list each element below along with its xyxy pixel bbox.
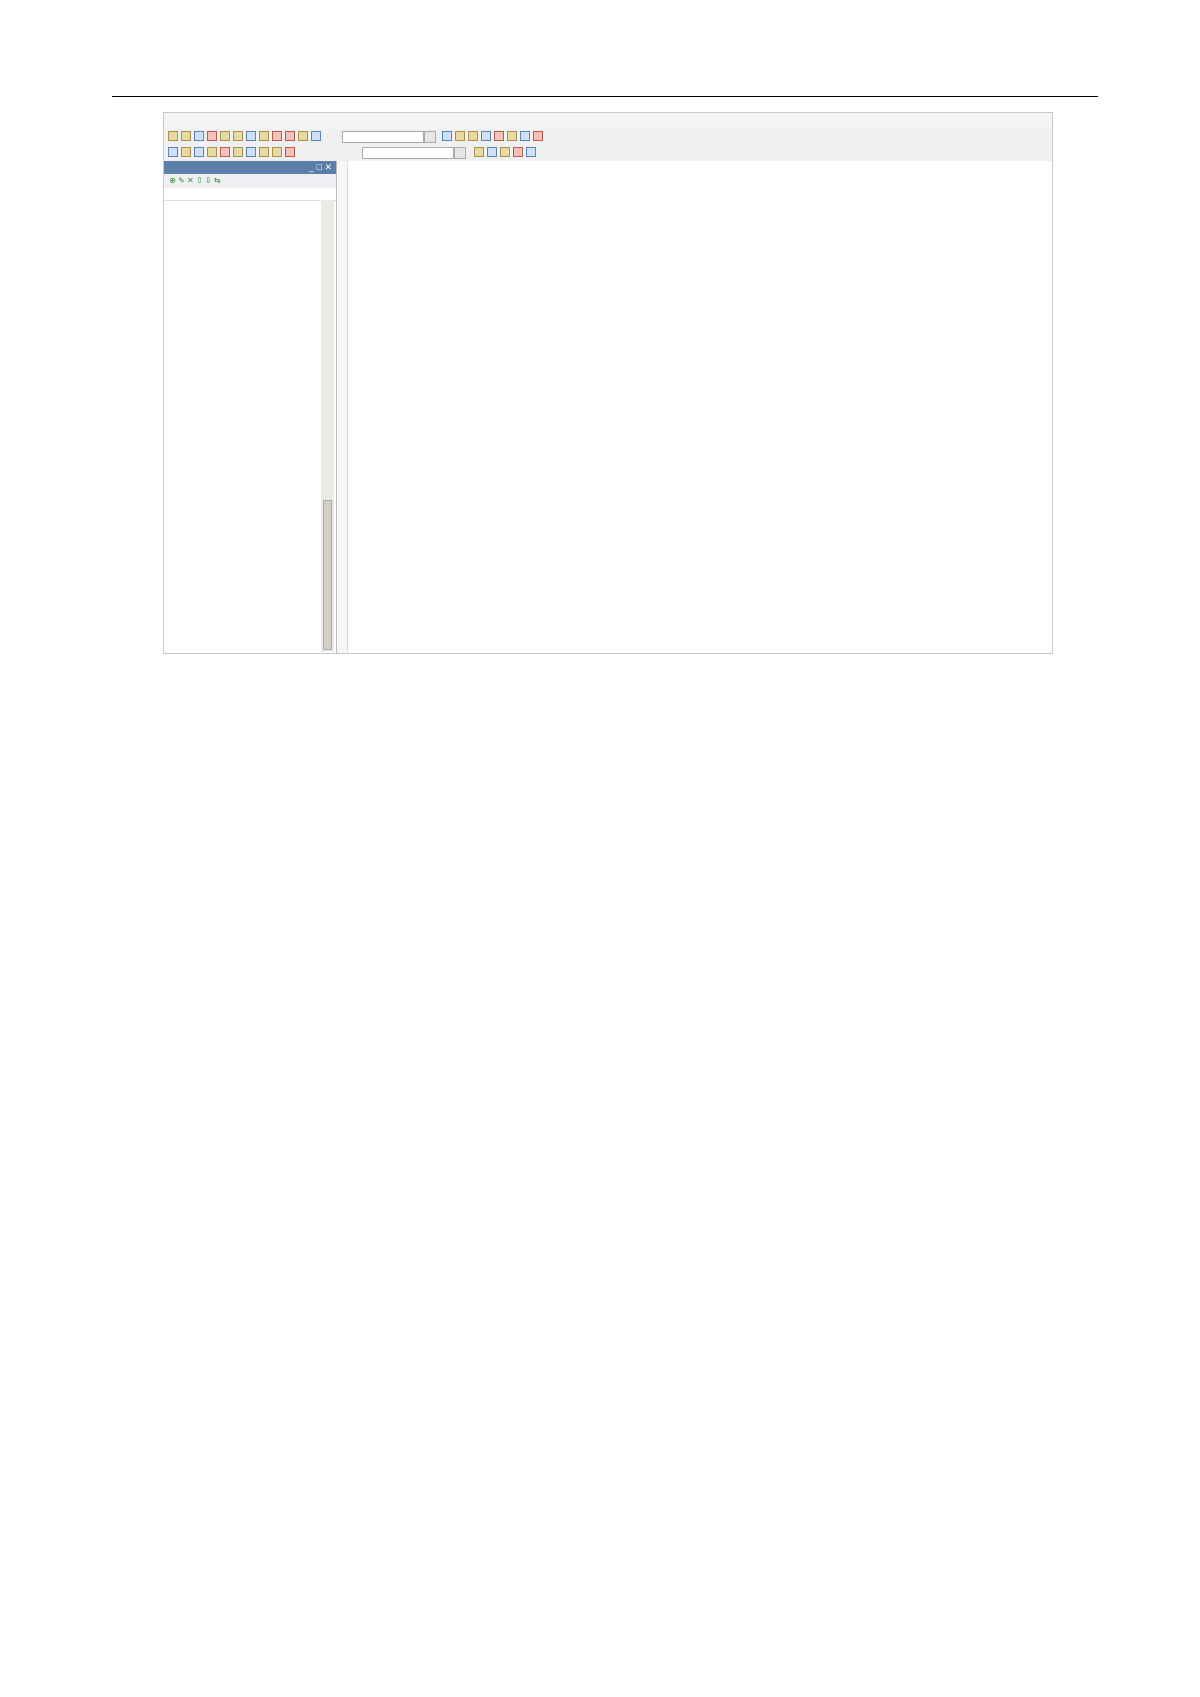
stop-icon[interactable] <box>285 147 295 157</box>
list-icon[interactable] <box>207 147 217 157</box>
run-icon[interactable] <box>220 147 230 157</box>
toolbar2-icons-right <box>474 147 539 159</box>
search-icon[interactable] <box>442 131 452 141</box>
replace-icon[interactable] <box>455 131 465 141</box>
indent-icon[interactable] <box>481 131 491 141</box>
find-icon[interactable] <box>298 131 308 141</box>
module-icon[interactable] <box>507 131 517 141</box>
open-icon[interactable] <box>181 131 191 141</box>
scrollbar-thumb[interactable] <box>323 500 332 650</box>
toolbar-icons <box>168 131 324 143</box>
search-combo[interactable] <box>342 131 424 143</box>
debug-icon[interactable] <box>494 131 504 141</box>
paste-icon[interactable] <box>233 131 243 141</box>
step-icon[interactable] <box>474 147 484 157</box>
editor-gutter <box>337 161 348 653</box>
tools-icon[interactable] <box>513 147 523 157</box>
panel-title <box>164 161 336 174</box>
save-icon[interactable] <box>194 131 204 141</box>
preview-icon[interactable] <box>259 131 269 141</box>
syntax-icon[interactable] <box>520 131 530 141</box>
code-editor[interactable] <box>337 161 1052 653</box>
panel-actions[interactable] <box>164 174 336 188</box>
module-combo[interactable] <box>362 147 454 159</box>
figure-screenshot <box>163 112 1053 654</box>
form-icon[interactable] <box>246 147 256 157</box>
user-icon[interactable] <box>233 147 243 157</box>
undo-icon[interactable] <box>272 131 282 141</box>
check-icon[interactable] <box>272 147 282 157</box>
panel-search-input[interactable] <box>164 188 336 201</box>
toolbar-main <box>164 129 1052 145</box>
breakpoint-icon[interactable] <box>487 147 497 157</box>
print-icon[interactable] <box>246 131 256 141</box>
bookmark-icon[interactable] <box>468 131 478 141</box>
copy-icon[interactable] <box>220 131 230 141</box>
watch-icon[interactable] <box>500 147 510 157</box>
close-icon[interactable]: _ □ ✕ <box>309 162 332 172</box>
configuration-panel <box>164 161 337 653</box>
panel-action-icons[interactable]: ⊕ ✎ ✕ ⇧ ⇩ ⇆ <box>167 176 221 185</box>
toolbar-secondary <box>164 145 1052 161</box>
module-combo-dropdown[interactable] <box>454 147 466 159</box>
settings-icon[interactable] <box>526 147 536 157</box>
table-icon[interactable] <box>259 147 269 157</box>
window-icon[interactable] <box>194 147 204 157</box>
cut-icon[interactable] <box>207 131 217 141</box>
tree-scrollbar[interactable] <box>321 200 334 652</box>
redo-icon[interactable] <box>285 131 295 141</box>
update-icon[interactable] <box>181 147 191 157</box>
toolbar2-icons <box>168 147 298 159</box>
toolbar-icons-right <box>442 131 546 143</box>
config-icon[interactable] <box>168 147 178 157</box>
header-rule <box>112 96 1098 97</box>
search-combo-dropdown[interactable] <box>424 131 436 143</box>
menu-bar <box>164 113 1052 129</box>
help-icon[interactable] <box>533 131 543 141</box>
new-icon[interactable] <box>168 131 178 141</box>
zoom-icon[interactable] <box>311 131 321 141</box>
